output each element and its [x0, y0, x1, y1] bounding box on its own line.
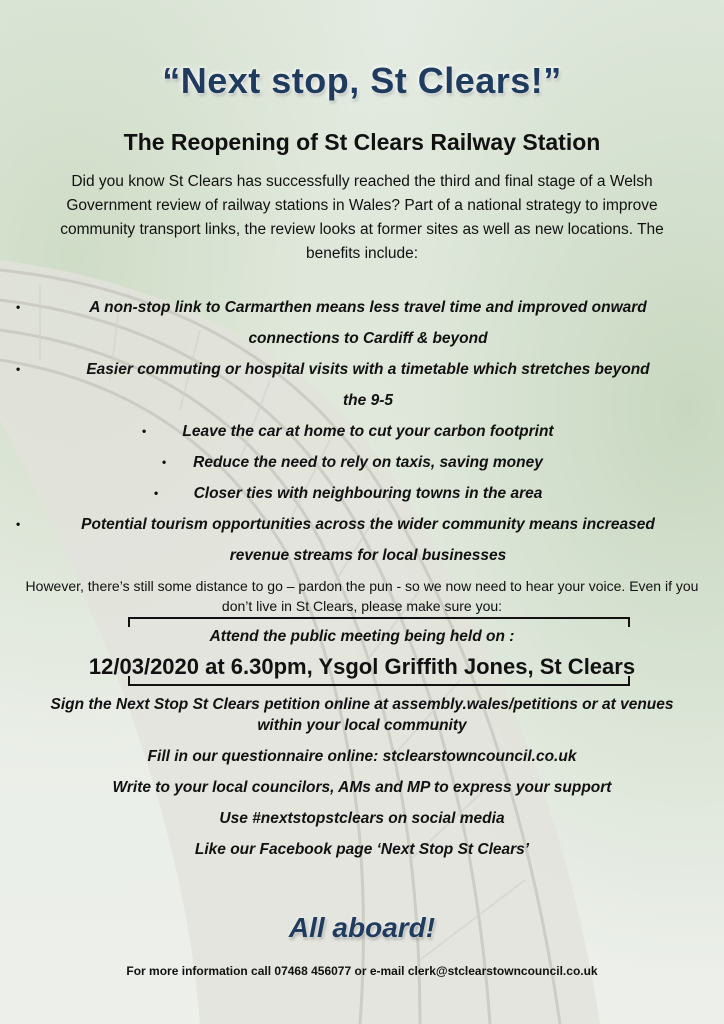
action-item: Fill in our questionnaire online: stclearstowncouncil.co.uk	[147, 748, 577, 765]
benefit-item	[60, 447, 664, 478]
closing-slogan: All aboard!	[288, 912, 436, 943]
meeting-bracket-bottom	[128, 676, 630, 686]
bullet-icon: •	[154, 486, 159, 500]
meeting-intro: Attend the public meeting being held on :	[209, 628, 515, 645]
action-item: Sign the Next Stop St Clears petition online at assembly.wales/petitions or at venues within your local community	[50, 696, 674, 734]
benefit-text: Potential tourism opportunities across the wider community means increased revenue streams for local businesses	[81, 516, 655, 564]
intro-paragraph: Did you know St Clears has successfully reached the third and final stage of a Welsh Government review of railway stations in Wales? Part of a national strategy to improve community transport links, the review looks at former sites as well as new locations. The benefits include:	[60, 173, 664, 262]
benefit-item	[16, 354, 664, 416]
bullet-icon: •	[16, 362, 21, 376]
benefit-text: Easier commuting or hospital visits with a timetable which stretches beyond the 9-5	[86, 361, 650, 409]
action-item: Like our Facebook page ‘Next Stop St Clears’	[194, 841, 530, 858]
bullet-icon: •	[142, 424, 147, 438]
bullet-icon: •	[162, 455, 167, 469]
action-item: Write to your local councilors, AMs and MP to express your support	[112, 779, 612, 796]
meeting-details: 12/03/2020 at 6.30pm, Ysgol Griffith Jones, St Clears	[88, 654, 636, 679]
benefit-text: Leave the car at home to cut your carbon footprint	[182, 423, 554, 440]
benefit-item	[16, 509, 664, 571]
benefit-item	[60, 416, 664, 447]
poster-title: “Next stop, St Clears!”	[162, 60, 562, 101]
poster-subtitle: The Reopening of St Clears Railway Station	[123, 129, 601, 155]
contact-footer: For more information call 07468 456077 or e-mail clerk@stclearstowncouncil.co.uk	[126, 964, 598, 978]
bullet-icon: •	[16, 300, 21, 314]
benefit-item	[16, 292, 664, 354]
action-item: Use #nextstopstclears on social media	[219, 810, 505, 827]
meeting-bracket-top	[128, 617, 630, 627]
benefit-text: Closer ties with neighbouring towns in the area	[193, 485, 543, 502]
benefit-text: Reduce the need to rely on taxis, saving money	[193, 454, 543, 471]
call-to-action-paragraph: However, there’s still some distance to go – pardon the pun - so we now need to hear your voice. Even if you don’t live in St Clears, please make sure you:	[25, 578, 699, 614]
bullet-icon: •	[16, 517, 21, 531]
actions-list	[40, 694, 684, 860]
benefit-item	[60, 478, 664, 509]
benefits-list	[16, 292, 664, 571]
benefit-text: A non-stop link to Carmarthen means less travel time and improved onward connections to Cardiff & beyond	[89, 299, 647, 347]
